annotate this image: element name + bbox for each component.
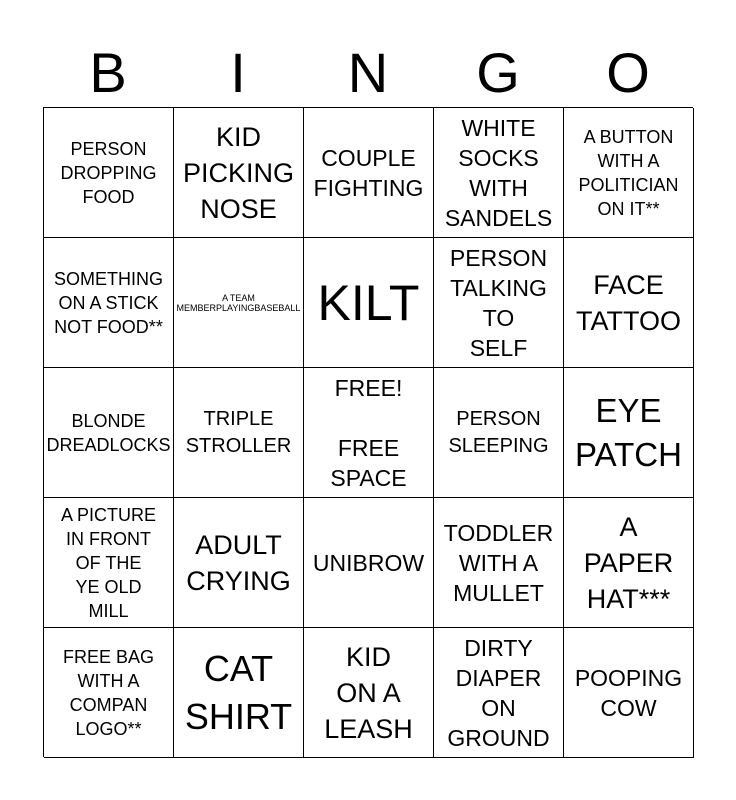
bingo-cell-r2c1[interactable]: [44, 238, 174, 368]
cell-text: A PAPER HAT***: [583, 511, 674, 614]
bingo-cell-r1c4[interactable]: [434, 108, 564, 238]
header-letter-n: N: [347, 41, 389, 104]
bingo-cell-r1c2[interactable]: [174, 108, 304, 238]
cell-text: A BUTTON WITH A POLITICIAN ON IT**: [578, 126, 679, 219]
cell-text: KID PICKING NOSE: [182, 121, 295, 224]
header-letter-b: B: [89, 41, 127, 104]
bingo-cell-r4c3[interactable]: [304, 498, 434, 628]
cell-text: A TEAM MEMBERPLAYINGBASEBALL: [176, 292, 301, 313]
bingo-cell-r2c3[interactable]: [304, 238, 434, 368]
cell-text: ADULT CRYING: [186, 529, 291, 596]
bingo-cell-r5c3[interactable]: [304, 628, 434, 758]
free-space-text: FREE! FREE SPACE: [330, 374, 407, 491]
bingo-cell-r4c5[interactable]: [564, 498, 694, 628]
cell-text: COUPLE FIGHTING: [313, 144, 424, 201]
bingo-cell-r5c5[interactable]: [564, 628, 694, 758]
cell-text: UNIBROW: [312, 549, 425, 576]
bingo-cell-r2c4[interactable]: [434, 238, 564, 368]
bingo-cell-r3c1[interactable]: [44, 368, 174, 498]
cell-text: SOMETHING ON A STICK NOT FOOD**: [53, 268, 163, 337]
bingo-board: [43, 107, 693, 757]
cell-text: PERSON SLEEPING: [448, 407, 549, 457]
header-letter-i: I: [230, 41, 246, 104]
cell-text: KID ON A LEASH: [324, 641, 413, 744]
cell-text: FACE TATTOO: [576, 269, 681, 336]
cell-text: DIRTY DIAPER ON GROUND: [447, 634, 550, 751]
bingo-cell-r5c4[interactable]: [434, 628, 564, 758]
bingo-header: [43, 40, 693, 106]
cell-text: TODDLER WITH A MULLET: [443, 519, 554, 606]
bingo-cell-r3c3[interactable]: [304, 368, 434, 498]
bingo-cell-r2c2[interactable]: [174, 238, 304, 368]
cell-text: FREE BAG WITH A COMPAN LOGO**: [62, 646, 155, 739]
bingo-cell-r4c1[interactable]: [44, 498, 174, 628]
bingo-cell-r4c4[interactable]: [434, 498, 564, 628]
cell-text: PERSON DROPPING FOOD: [60, 138, 157, 207]
cell-text: PERSON TALKING TO SELF: [449, 244, 548, 361]
bingo-cell-r3c5[interactable]: [564, 368, 694, 498]
cell-text: A PICTURE IN FRONT OF THE YE OLD MILL: [60, 504, 157, 621]
bingo-cell-r3c4[interactable]: [434, 368, 564, 498]
bingo-cell-r3c2[interactable]: [174, 368, 304, 498]
bingo-cell-r5c2[interactable]: [174, 628, 304, 758]
bingo-cell-r4c2[interactable]: [174, 498, 304, 628]
header-letter-g: G: [476, 41, 520, 104]
bingo-cell-r2c5[interactable]: [564, 238, 694, 368]
bingo-cell-r1c3[interactable]: [304, 108, 434, 238]
cell-text: TRIPLE STROLLER: [185, 407, 292, 457]
cell-text: KILT: [317, 274, 420, 331]
cell-text: BLONDE DREADLOCKS: [46, 410, 171, 455]
cell-text: CAT SHIRT: [184, 647, 293, 737]
bingo-cell-r1c1[interactable]: [44, 108, 174, 238]
header-letter-o: O: [606, 41, 650, 104]
cell-text: EYE PATCH: [575, 391, 682, 473]
bingo-cell-r1c5[interactable]: [564, 108, 694, 238]
bingo-cell-r5c1[interactable]: [44, 628, 174, 758]
cell-text: WHITE SOCKS WITH SANDELS: [444, 114, 553, 231]
cell-text: POOPING COW: [574, 664, 683, 721]
